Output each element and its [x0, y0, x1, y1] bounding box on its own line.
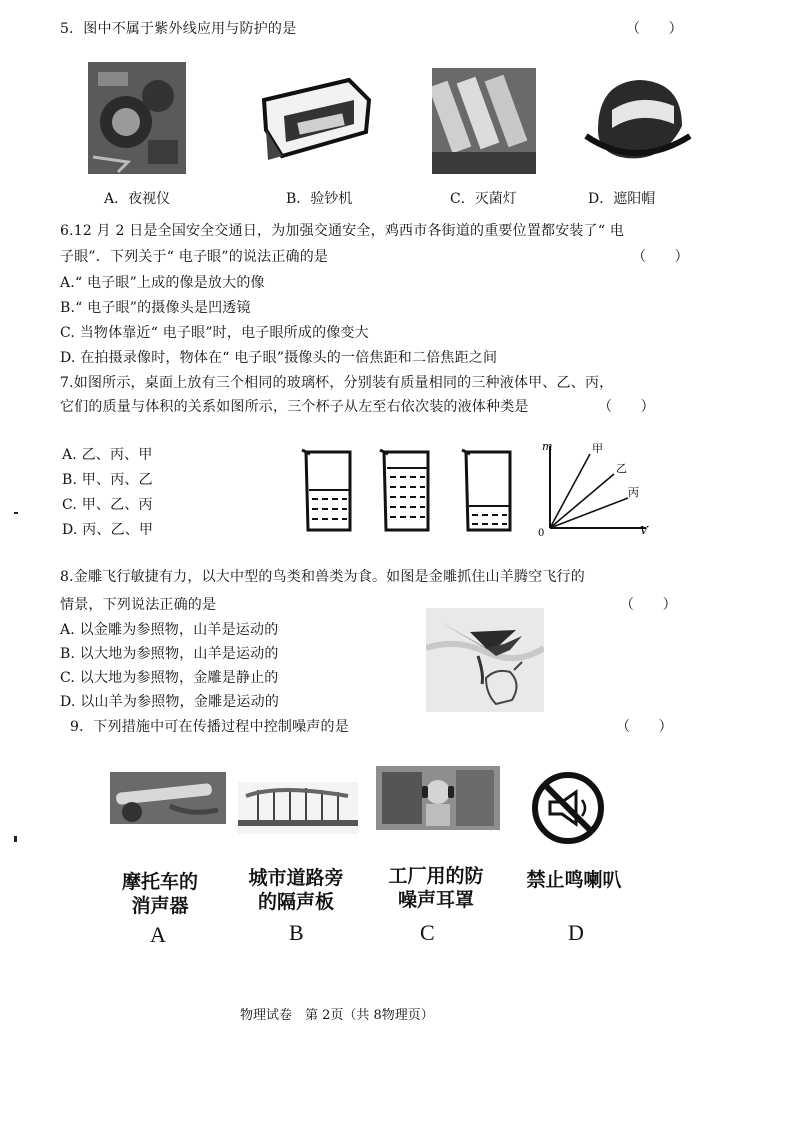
money-detector-photo — [254, 70, 374, 166]
sound-barrier-photo — [238, 782, 358, 834]
q6-answer-paren: （ ） — [632, 249, 689, 265]
q6-stem-line2: 子眼”．下列关于“ 电子眼”的说法正确的是 — [60, 249, 329, 265]
q9-item-d-label — [516, 868, 632, 892]
muffler-photo — [110, 772, 226, 824]
scan-speck — [14, 836, 17, 842]
graph-x-axis-label: V — [640, 524, 648, 537]
night-vision-photo — [88, 62, 186, 174]
scan-speck — [14, 512, 18, 514]
q8-stem-line1: 8.金雕飞行敏捷有力，以大中型的鸟类和兽类为食。如图是金雕抓住山羊腾空飞行的 — [60, 569, 585, 585]
q8-option-c: C. 以大地为参照物，金雕是静止的 — [60, 670, 279, 686]
page-footer: 物理试卷 第 2页（共 8物理页） — [240, 1008, 434, 1023]
glass-cup-middle — [378, 448, 440, 534]
q9-item-a-label — [112, 870, 208, 918]
q9-answer-paren: （ ） — [616, 719, 673, 735]
q8-answer-paren: （ ） — [620, 597, 677, 613]
q6-option-c: C. 当物体靠近“ 电子眼”时，电子眼所成的像变大 — [60, 325, 369, 341]
q6-option-b: B.“ 电子眼”的摄像头是凹透镜 — [60, 300, 251, 316]
sterilizing-lamp-photo — [432, 68, 536, 174]
q9-item-a-line1: 摩托车的 — [121, 871, 198, 893]
q9-item-a-line2: 消声器 — [131, 895, 189, 917]
q9-letter-a: A — [150, 922, 166, 947]
q6-stem-line1: 6.12 月 2 日是全国安全交通日，为加强交通安全，鸡西市各街道的重要位置都安装了“ 电 — [60, 223, 625, 239]
q9-item-b-line1: 城市道路旁 — [248, 867, 344, 889]
q9-item-b-label — [240, 866, 352, 914]
mass-volume-graph — [534, 438, 654, 538]
q5-option-d: D．遮阳帽 — [588, 191, 656, 207]
q6-option-d: D. 在拍摄录像时，物体在“ 电子眼”摄像头的一倍焦距和二倍焦距之间 — [60, 350, 498, 366]
graph-line-bing: 丙 — [628, 486, 639, 499]
q7-option-c: C. 甲、乙、丙 — [62, 497, 153, 513]
graph-line-yi: 乙 — [616, 462, 627, 475]
graph-y-axis-label: m — [542, 440, 553, 453]
q9-letter-d: D — [568, 920, 584, 945]
q5-option-c: C．灭菌灯 — [450, 191, 517, 207]
graph-origin-label: 0 — [538, 528, 545, 538]
glass-cup-left — [300, 448, 362, 534]
q7-answer-paren: （ ） — [598, 399, 655, 415]
q7-stem-line1: 7.如图所示，桌面上放有三个相同的玻璃杯，分别装有质量相同的三种液体甲、乙、丙， — [60, 375, 614, 391]
sun-hat-photo — [578, 70, 696, 170]
q7-option-d: D. 丙、乙、甲 — [62, 522, 154, 538]
q9-letter-c: C — [420, 920, 435, 945]
q9-item-c-line2: 噪声耳罩 — [397, 889, 474, 911]
q9-stem: 9．下列措施中可在传播过程中控制噪声的是 — [70, 719, 349, 735]
q5-option-b: B．验钞机 — [286, 191, 353, 207]
graph-line-jia: 甲 — [592, 442, 603, 455]
q8-option-d: D. 以山羊为参照物，金雕是运动的 — [60, 694, 280, 710]
glass-cup-right — [460, 448, 522, 534]
q7-stem-line2: 它们的质量与体积的关系如图所示，三个杯子从左至右依次装的液体种类是 — [60, 399, 529, 415]
q9-item-c-label — [376, 864, 496, 912]
q9-item-b-line2: 的隔声板 — [257, 891, 334, 913]
q5-option-a: A．夜视仪 — [104, 191, 171, 207]
q5-answer-paren: （ ） — [626, 21, 683, 37]
eagle-goat-photo — [426, 608, 544, 712]
q7-option-a: A. 乙、丙、甲 — [62, 447, 153, 463]
q9-item-d-line1: 禁止鸣喇叭 — [526, 869, 622, 891]
q9-letter-b: B — [289, 920, 304, 945]
q9-item-c-line1: 工厂用的防 — [388, 865, 484, 887]
no-horn-sign-icon — [528, 768, 608, 848]
q8-stem-line2: 情景，下列说法正确的是 — [60, 597, 217, 613]
factory-earmuff-photo — [376, 766, 500, 830]
q5-stem: 5．图中不属于紫外线应用与防护的是 — [60, 21, 297, 37]
q7-option-b: B. 甲、丙、乙 — [62, 472, 153, 488]
q8-option-b: B. 以大地为参照物，山羊是运动的 — [60, 646, 279, 662]
q6-option-a: A.“ 电子眼”上成的像是放大的像 — [60, 275, 265, 291]
q8-option-a: A. 以金雕为参照物，山羊是运动的 — [60, 622, 279, 638]
